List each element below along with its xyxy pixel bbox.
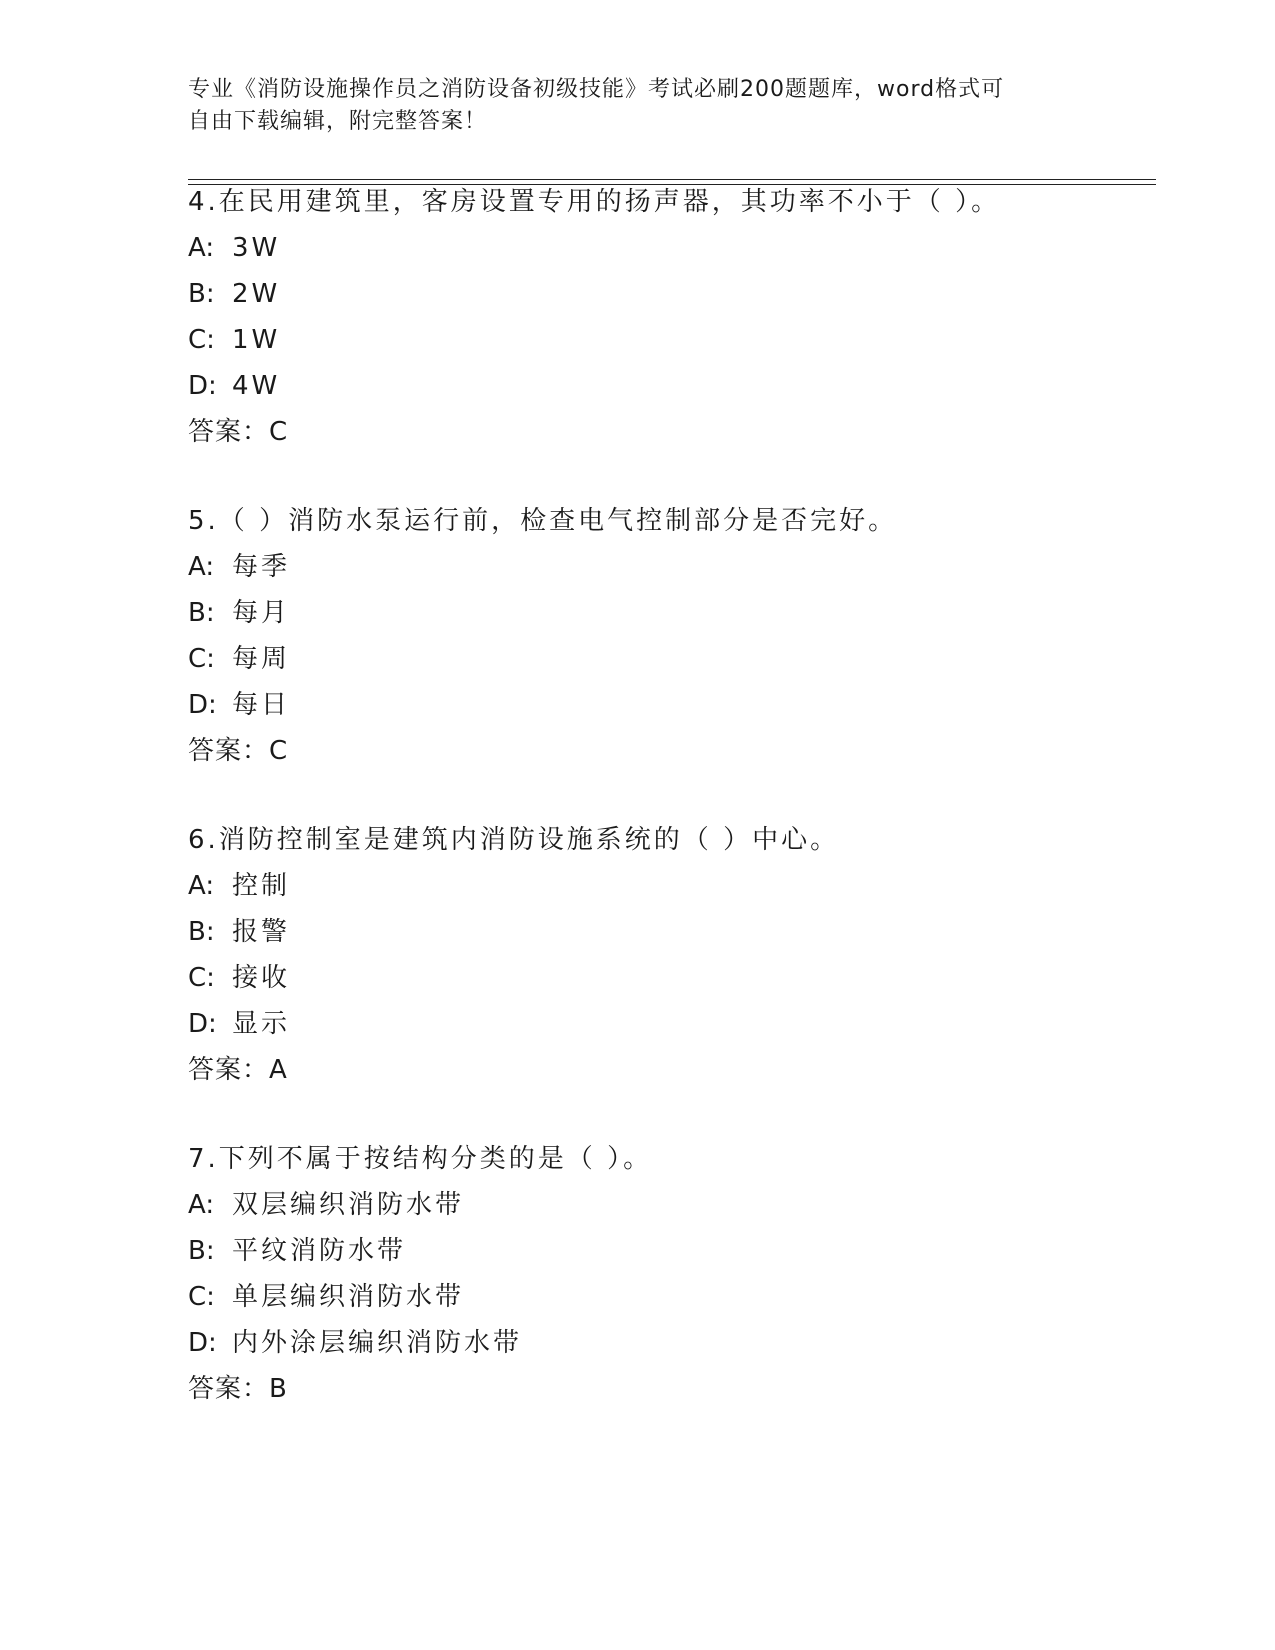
option-key: B: [188, 598, 215, 628]
option-text: 平纹消防水带 [232, 1236, 407, 1266]
answer-line: 答案：C [188, 736, 289, 766]
option-text: 每月 [232, 598, 291, 628]
option-a [188, 544, 1148, 590]
option-key: B: [188, 917, 215, 947]
question-4 [188, 179, 1148, 455]
question-6 [188, 817, 1148, 1093]
option-text: 控制 [232, 871, 291, 901]
question-stem: 5.（ ）消防水泵运行前，检查电气控制部分是否完好。 [188, 506, 898, 536]
option-key: A: [188, 1190, 215, 1220]
option-key: C: [188, 963, 215, 993]
question-stem: 4.在民用建筑里，客房设置专用的扬声器，其功率不小于（ ）。 [188, 187, 1001, 217]
option-text: 2W [232, 279, 281, 309]
option-text: 每日 [232, 690, 291, 720]
option-text: 内外涂层编织消防水带 [232, 1328, 523, 1358]
option-a [188, 225, 1148, 271]
option-b [188, 1228, 1148, 1274]
question-stem: 7.下列不属于按结构分类的是（ ）。 [188, 1144, 653, 1174]
header-line-1: 专业《消防设施操作员之消防设备初级技能》考试必刷200题题库，word格式可 [188, 77, 1005, 102]
option-d [188, 682, 1148, 728]
question-7 [188, 1136, 1148, 1412]
option-text: 单层编织消防水带 [232, 1282, 465, 1312]
option-c [188, 317, 1148, 363]
option-a [188, 863, 1148, 909]
option-key: D: [188, 1009, 217, 1039]
answer-line: 答案：A [188, 1055, 288, 1085]
option-d [188, 1320, 1148, 1366]
option-text: 报警 [232, 917, 291, 947]
option-key: B: [188, 1236, 215, 1266]
option-key: C: [188, 644, 215, 674]
option-d [188, 363, 1148, 409]
option-d [188, 1001, 1148, 1047]
option-key: C: [188, 1282, 215, 1312]
option-key: A: [188, 552, 215, 582]
option-text: 每周 [232, 644, 291, 674]
header-line-2: 自由下载编辑，附完整答案！ [188, 109, 488, 134]
option-b [188, 909, 1148, 955]
option-key: A: [188, 871, 215, 901]
option-b [188, 590, 1148, 636]
option-b [188, 271, 1148, 317]
option-key: D: [188, 1328, 217, 1358]
option-key: D: [188, 371, 217, 401]
option-text: 双层编织消防水带 [232, 1190, 465, 1220]
option-text: 每季 [232, 552, 291, 582]
question-stem: 6.消防控制室是建筑内消防设施系统的（ ）中心。 [188, 825, 840, 855]
option-c [188, 955, 1148, 1001]
option-key: B: [188, 279, 215, 309]
option-key: C: [188, 325, 215, 355]
option-text: 1W [232, 325, 281, 355]
answer-line: 答案：C [188, 417, 289, 447]
option-c [188, 1274, 1148, 1320]
question-5 [188, 498, 1148, 774]
option-text: 接收 [232, 963, 291, 993]
answer-line: 答案：B [188, 1374, 288, 1404]
option-text: 3W [232, 233, 281, 263]
document-header [188, 74, 1068, 138]
option-c [188, 636, 1148, 682]
option-text: 4W [232, 371, 281, 401]
option-key: A: [188, 233, 215, 263]
option-text: 显示 [232, 1009, 291, 1039]
option-key: D: [188, 690, 217, 720]
option-a [188, 1182, 1148, 1228]
